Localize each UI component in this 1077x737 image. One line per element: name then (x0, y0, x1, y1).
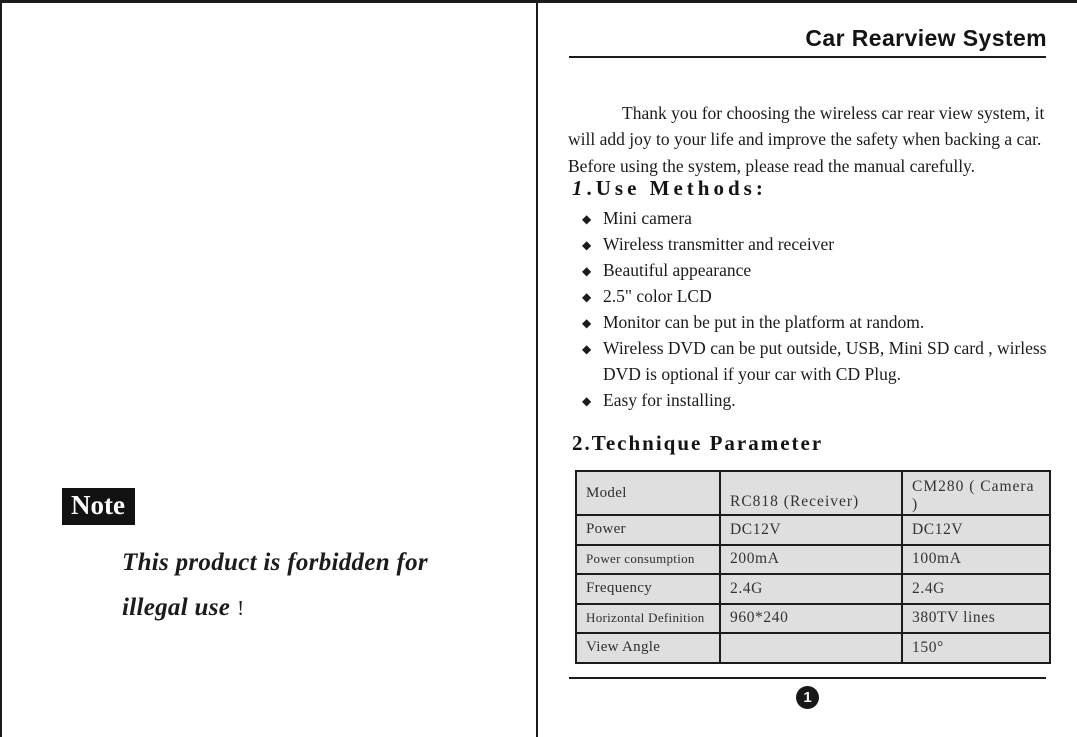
list-item (582, 335, 1048, 387)
receiver-value-cell: 2.4G (720, 574, 902, 604)
camera-value-cell: 150° (902, 633, 1050, 663)
feature-text: Wireless DVD can be put outside, USB, Mini SD card , wirless DVD is optional if your car with CD Plug. (603, 338, 1047, 384)
warning-text (122, 540, 542, 631)
list-item (582, 387, 1048, 413)
page-title: Car Rearview System (805, 25, 1047, 51)
param-name-cell: Frequency (576, 574, 720, 604)
receiver-value-cell: RC818 (Receiver) (720, 471, 902, 515)
warning-line-1: This product is forbidden for (122, 549, 428, 576)
table-row (576, 515, 1050, 545)
page-number-badge (796, 686, 819, 709)
table-row (576, 545, 1050, 575)
exclamation-mark: ! (237, 596, 245, 620)
bullet-diamond-icon: ◆ (582, 316, 592, 330)
table-row (576, 471, 1050, 515)
section-number: 1 (572, 176, 587, 200)
list-item (582, 205, 1048, 231)
bullet-diamond-icon: ◆ (582, 264, 592, 278)
header-rule (569, 56, 1046, 58)
bullet-diamond-icon: ◆ (582, 342, 592, 356)
param-name-cell: Power consumption (576, 545, 720, 575)
warning-line-2: illegal use (122, 594, 231, 621)
feature-text: Mini camera (603, 208, 692, 228)
bullet-diamond-icon: ◆ (582, 394, 592, 408)
feature-text: Easy for installing. (603, 390, 736, 410)
footer-rule (569, 677, 1046, 679)
camera-value-cell: 2.4G (902, 574, 1050, 604)
camera-value-cell: CM280 ( Camera ) (902, 471, 1050, 515)
bullet-diamond-icon: ◆ (582, 238, 592, 252)
camera-value-cell: 380TV lines (902, 604, 1050, 634)
intro-paragraph: Thank you for choosing the wireless car rear view system, it will add joy to your life and improve the safety when backing a car. Before using the system, please read the manual carefully. (568, 102, 1045, 176)
camera-value-cell: 100mA (902, 545, 1050, 575)
note-label: Note (71, 490, 125, 520)
table-row (576, 574, 1050, 604)
param-name-cell: Model (576, 471, 720, 515)
section-label: .Use Methods: (586, 176, 767, 200)
list-item (582, 257, 1048, 283)
feature-text: Beautiful appearance (603, 260, 752, 280)
table-row (576, 633, 1050, 663)
receiver-value-cell: 960*240 (720, 604, 902, 634)
receiver-value-cell (720, 633, 902, 663)
page-number: 1 (803, 689, 812, 706)
parameters-table (575, 470, 1051, 664)
top-border-line (0, 0, 1077, 3)
param-name-cell: View Angle (576, 633, 720, 663)
receiver-value-cell: DC12V (720, 515, 902, 545)
camera-value-cell: DC12V (902, 515, 1050, 545)
param-name-cell: Horizontal Definition (576, 604, 720, 634)
feature-list (582, 205, 1048, 413)
list-item (582, 309, 1048, 335)
list-item (582, 283, 1048, 309)
feature-text: 2.5" color LCD (603, 286, 712, 306)
bullet-diamond-icon: ◆ (582, 212, 592, 226)
param-name-cell: Power (576, 515, 720, 545)
list-item (582, 231, 1048, 257)
note-badge (62, 488, 135, 525)
left-border-line (0, 0, 2, 737)
section-heading-technique: 2.Technique Parameter (572, 431, 824, 455)
table-row (576, 604, 1050, 634)
feature-text: Wireless transmitter and receiver (603, 234, 835, 254)
bullet-diamond-icon: ◆ (582, 290, 592, 304)
section-heading-use-methods (572, 176, 767, 201)
receiver-value-cell: 200mA (720, 545, 902, 575)
feature-text: Monitor can be put in the platform at random. (603, 312, 925, 332)
